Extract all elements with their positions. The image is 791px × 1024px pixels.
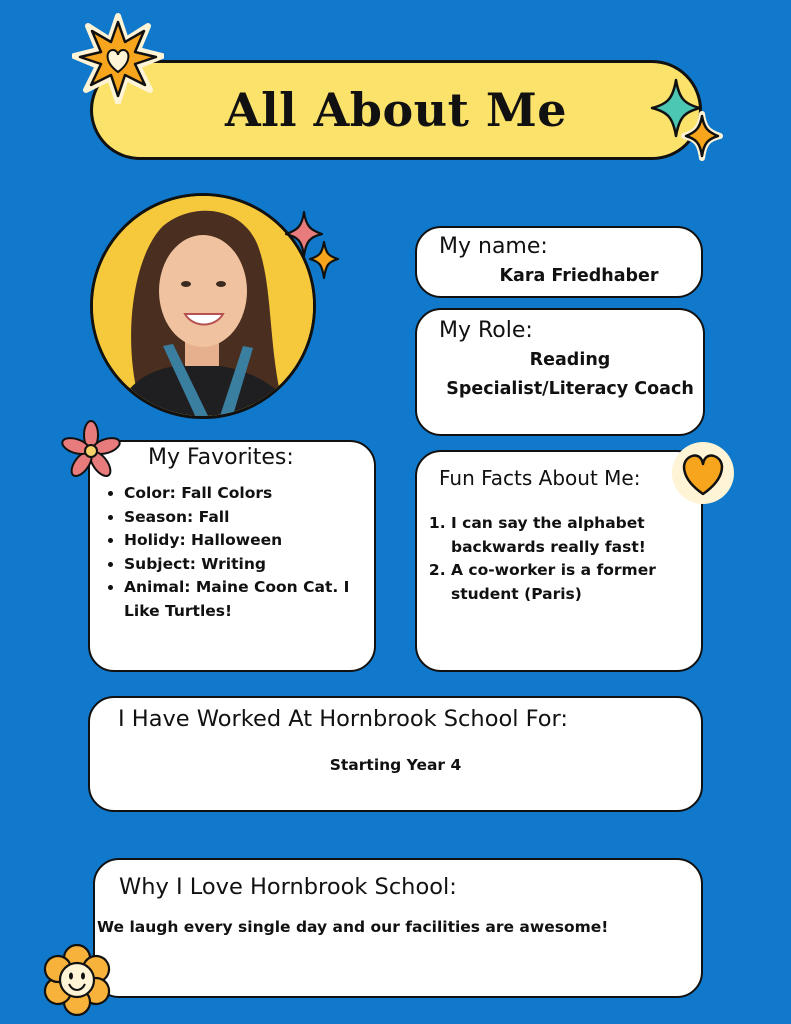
worked-value: Starting Year 4	[329, 756, 462, 774]
flower-icon	[58, 420, 124, 482]
smiley-flower-icon	[36, 940, 118, 1020]
name-card	[415, 226, 703, 298]
fun-facts-label: Fun Facts About Me:	[439, 466, 641, 490]
fun-facts-list	[417, 512, 696, 606]
list-item: 2. A co-worker is a former student (Paris)	[451, 559, 696, 606]
list-item: • Subject: Writing	[124, 553, 374, 577]
name-label: My name:	[439, 234, 548, 259]
favorites-list	[94, 482, 374, 623]
worked-card	[88, 696, 703, 812]
sparkle-icon	[646, 76, 726, 172]
love-card	[93, 858, 703, 998]
sparkle-icon	[282, 208, 342, 284]
list-item: • Color: Fall Colors	[124, 482, 374, 506]
favorites-label: My Favorites:	[148, 445, 294, 470]
title-banner	[90, 60, 702, 160]
list-item: 1. I can say the alphabet backwards really fast!	[451, 512, 696, 559]
love-value: We laugh every single day and our facilities are awesome!	[97, 918, 609, 936]
heart-icon	[670, 440, 736, 506]
role-card	[415, 308, 705, 436]
role-value: Reading Specialist/Literacy Coach	[446, 350, 694, 399]
list-item: • Holidy: Halloween	[124, 529, 374, 553]
list-item: • Season: Fall	[124, 506, 374, 530]
worked-label: I Have Worked At Hornbrook School For:	[118, 706, 568, 732]
fun-facts-card	[415, 450, 703, 672]
sun-heart-icon	[72, 12, 164, 104]
name-value: Kara Friedhaber	[499, 266, 659, 286]
role-label: My Role:	[439, 318, 533, 343]
page-title: All About Me	[224, 83, 568, 137]
favorites-card	[88, 440, 376, 672]
love-label: Why I Love Hornbrook School:	[119, 874, 457, 900]
list-item: • Animal: Maine Coon Cat. I Like Turtles!	[124, 576, 374, 623]
